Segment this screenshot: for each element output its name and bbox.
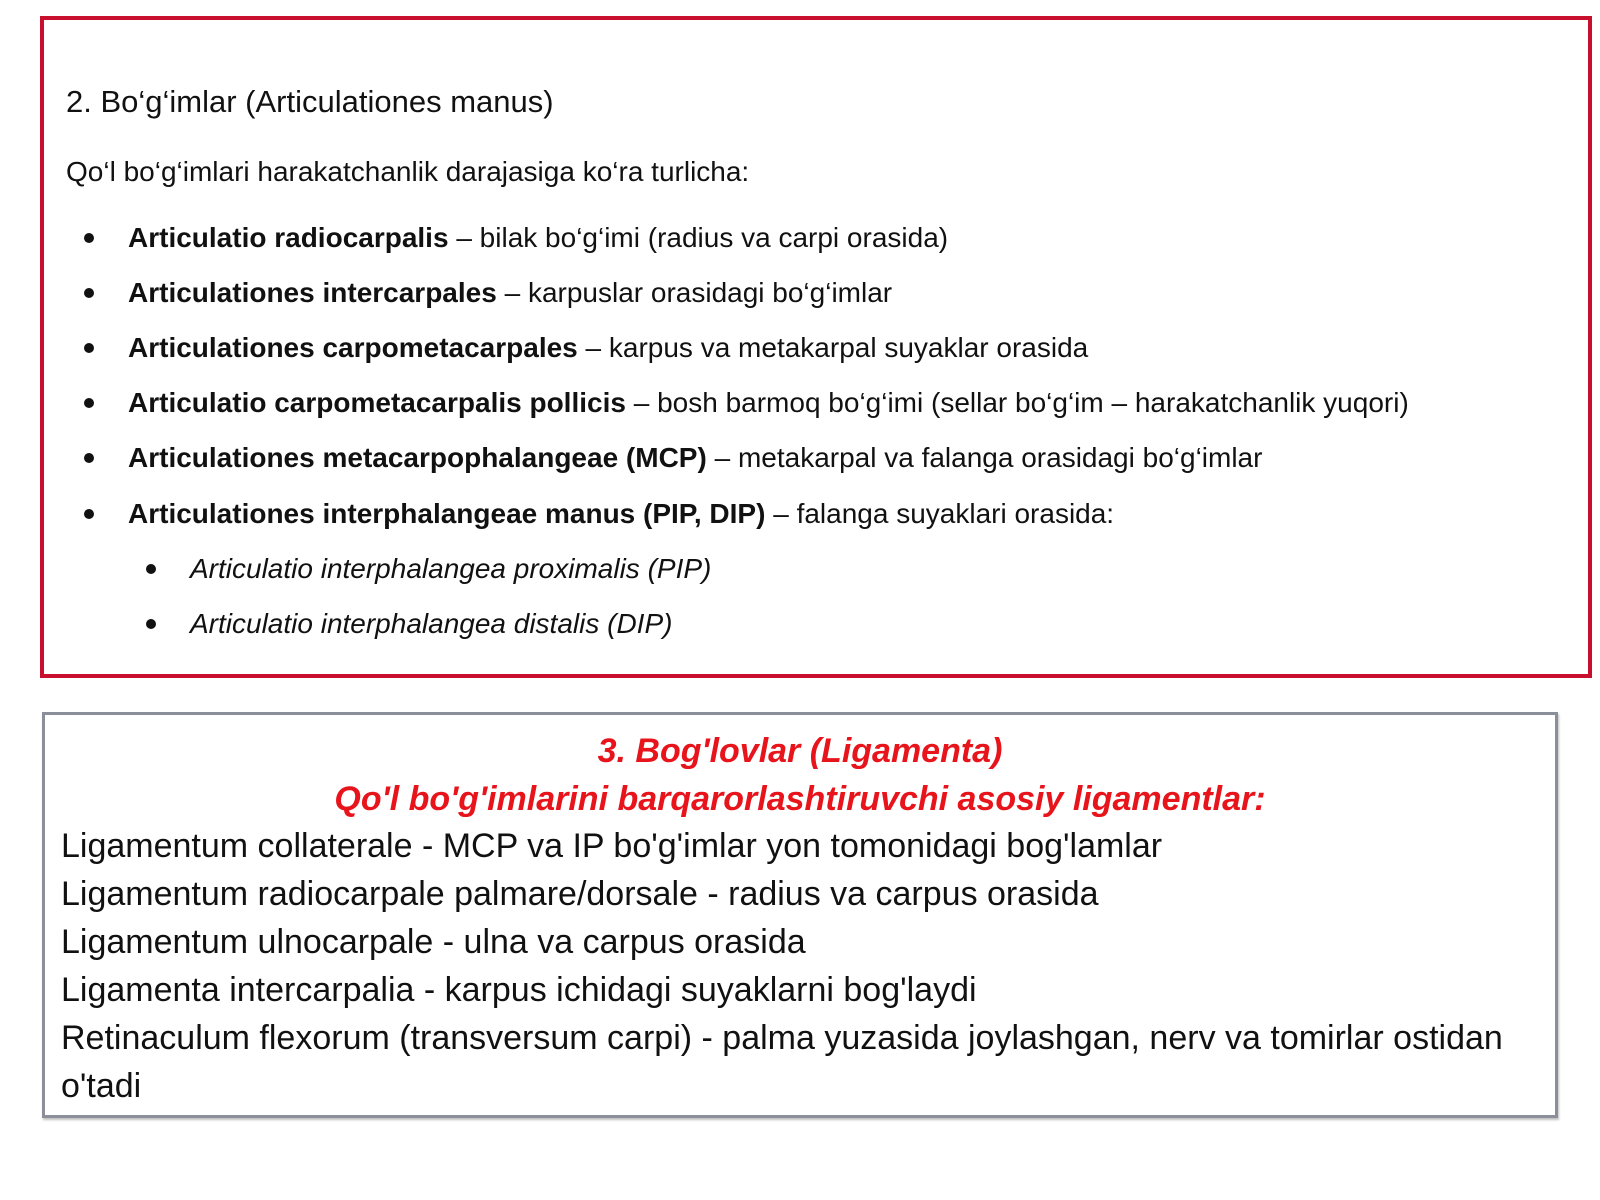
joint-term: Articulatio radiocarpalis <box>128 222 449 253</box>
ligament-line: Ligamentum radiocarpale palmare/dorsale - radius va carpus orasida <box>61 875 1099 913</box>
joint-subitem <box>190 604 672 644</box>
joint-subitem-label: Articulatio interphalangea proximalis (PIP) <box>190 553 712 584</box>
joint-description: – bilak bo‘g‘imi (radius va carpi orasida) <box>448 222 949 253</box>
ligaments-panel <box>42 712 1558 1118</box>
joint-item <box>128 273 892 313</box>
ligament-line: Ligamenta intercarpalia - karpus ichidagi suyaklarni bog'laydi <box>61 971 977 1009</box>
ligament-line: Retinaculum flexorum (transversum carpi) - palma yuzasida joylashgan, nerv va tomirlar ostidan o'tadi <box>61 1019 1503 1105</box>
joint-subitem-label: Articulatio interphalangea distalis (DIP) <box>190 608 673 639</box>
joint-term: Articulatio carpometacarpalis pollicis <box>128 387 626 418</box>
joints-panel <box>40 16 1592 678</box>
joint-term: Articulationes metacarpophalangeae (MCP) <box>128 442 707 473</box>
ligaments-title: 3. Bog'lovlar (Ligamenta) <box>597 732 1003 770</box>
joint-description: – karpus va metakarpal suyaklar orasida <box>577 332 1089 363</box>
joint-term: Articulationes carpometacarpales <box>128 332 578 363</box>
joint-description: – falanga suyaklari orasida: <box>765 498 1115 529</box>
joint-item <box>128 328 1088 368</box>
bullet-icon <box>84 288 94 298</box>
bullet-icon <box>84 509 94 519</box>
bullet-icon <box>146 619 156 629</box>
joint-item <box>128 218 948 258</box>
bullet-icon <box>84 343 94 353</box>
ligaments-subtitle: Qo'l bo'g'imlarini barqarorlashtiruvchi asosiy ligamentlar: <box>334 780 1266 818</box>
bullet-icon <box>84 398 94 408</box>
bullet-icon <box>84 233 94 243</box>
ligament-line: Ligamentum ulnocarpale - ulna va carpus orasida <box>61 923 806 961</box>
joint-item <box>128 494 1114 534</box>
joint-item <box>128 438 1262 478</box>
joint-item <box>128 383 1409 423</box>
joint-subitem <box>190 549 711 589</box>
joints-intro: Qo‘l bo‘g‘imlari harakatchanlik darajasiga ko‘ra turlicha: <box>66 156 750 187</box>
joint-description: – metakarpal va falanga orasidagi bo‘g‘imlar <box>706 442 1263 473</box>
joint-term: Articulationes intercarpales <box>128 277 497 308</box>
bullet-icon <box>146 564 156 574</box>
ligament-line: Ligamentum collaterale - MCP va IP bo'g'imlar yon tomonidagi bog'lamlar <box>61 827 1163 865</box>
joint-description: – bosh barmoq bo‘g‘imi (sellar bo‘g‘im – harakatchanlik yuqori) <box>625 387 1409 418</box>
joint-term: Articulationes interphalangeae manus (PIP, DIP) <box>128 498 766 529</box>
joint-description: – karpuslar orasidagi bo‘g‘imlar <box>496 277 893 308</box>
ligament-list <box>61 822 1541 1110</box>
bullet-icon <box>84 453 94 463</box>
joints-heading: 2. Bo‘g‘imlar (Articulationes manus) <box>66 84 554 119</box>
